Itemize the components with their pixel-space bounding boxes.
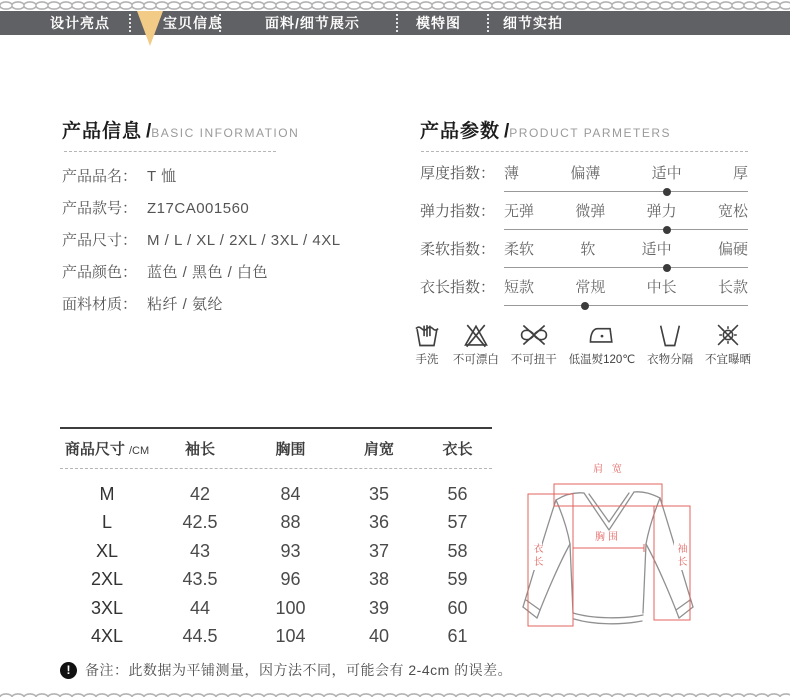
selected-dot [663,264,671,272]
scale-line [504,305,748,306]
hand-wash-icon [413,322,441,348]
param-row-length: 衣长指数： 短款 常规 中长 长款 [420,278,748,316]
chain-border-top [0,0,790,11]
info-row-colors: 产品颜色： 蓝色 / 黑色 / 白色 [62,264,269,281]
tab-item-info[interactable]: 宝贝信息 [163,15,223,31]
tab-divider [396,14,398,32]
info-row-fabric: 面料材质： 粘纤 / 氨纶 [62,296,224,313]
active-tab-pointer-icon [137,11,163,46]
garment-length-label: 衣长 [531,543,542,569]
size-table [60,427,492,651]
tab-divider [487,14,489,32]
basic-info-subtitle: BASIC INFORMATION [151,126,300,140]
slash: / [504,121,510,142]
parameters-title: 产品参数 [420,121,501,142]
param-row-elasticity: 弹力指数： 无弹 微弹 弹力 宽松 [420,202,748,240]
tab-divider [129,14,131,32]
info-row-style-no: 产品款号： Z17CA001560 [62,200,250,217]
no-bleach-icon [462,322,490,348]
tab-model-photos[interactable]: 模特图 [416,15,461,31]
care-item: 不可漂白 [453,322,499,367]
parameters-header [420,116,671,143]
care-item: 不可扭干 [511,322,557,367]
selected-dot [663,226,671,234]
slash: / [146,121,152,142]
size-table-header: 商品尺寸 /CM 袖长 胸围 肩宽 衣长 [60,429,492,469]
divider [421,151,748,152]
selected-dot [663,188,671,196]
basic-info-list [62,161,392,321]
scale-line [504,267,748,268]
iron-low-icon [587,322,617,348]
tab-fabric-details[interactable]: 面料/细节展示 [265,15,360,31]
care-item: 不宜曝晒 [705,322,751,367]
param-row-thickness: 厚度指数： 薄 偏薄 适中 厚 [420,164,748,202]
table-row: XL 43 93 37 58 [95,540,468,561]
shoulder-width-label: 肩 宽 [593,464,625,475]
no-wring-icon [517,322,551,348]
info-row-sizes: 产品尺寸： M / L / XL / 2XL / 3XL / 4XL [62,232,341,249]
tab-design-highlights[interactable]: 设计亮点 [50,15,110,31]
param-row-softness: 柔软指数： 柔软 软 适中 偏硬 [420,240,748,278]
size-table-body [60,469,492,651]
table-row: 3XL 44 100 39 60 [90,597,468,618]
sleeve-length-label: 袖长 [675,543,686,569]
divider [64,151,276,152]
tab-detail-shots[interactable]: 细节实拍 [503,15,563,31]
tab-bar [0,11,790,35]
table-row: 4XL 44.5 104 40 61 [90,626,468,647]
table-row: L 42.5 88 36 57 [101,512,468,533]
chest-label: 胸围 [595,532,621,543]
measurement-diagram [498,448,760,660]
measurement-note [60,660,512,680]
no-sun-icon [714,322,742,348]
wash-separate-icon [656,322,684,348]
care-item: 衣物分隔 [647,322,693,367]
tab-divider [219,14,221,32]
info-row-name: 产品品名： T 恤 [62,168,177,185]
table-row: 2XL 43.5 96 38 59 [90,569,468,590]
selected-dot [581,302,589,310]
scale-line [504,229,748,230]
parameter-list [420,164,748,316]
chain-border-bottom [0,692,790,697]
care-instructions [413,322,751,367]
note-text: 备注：此数据为平铺测量，因方法不同，可能会有 2-4cm 的误差。 [85,662,513,678]
care-item: 手洗 [413,322,441,367]
basic-info-header [62,116,299,143]
table-row: M 42 84 35 56 [99,483,468,504]
exclamation-icon: ! [60,662,77,679]
basic-info-title: 产品信息 [62,121,143,142]
scale-line [504,191,748,192]
care-item: 低温熨120℃ [569,322,636,367]
parameters-subtitle: PRODUCT PARMETERS [509,126,672,140]
